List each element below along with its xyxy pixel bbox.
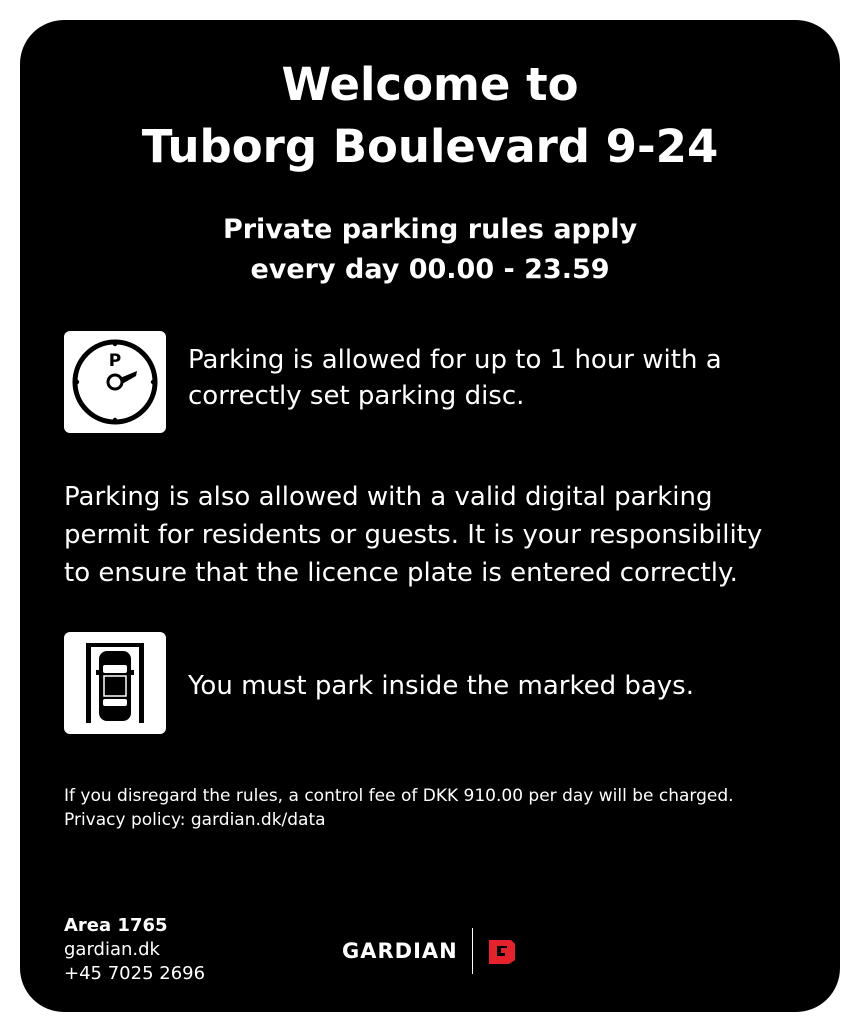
gardian-logo bbox=[342, 928, 519, 974]
subtitle-line-2: every day 00.00 - 23.59 bbox=[250, 254, 610, 285]
logo-divider bbox=[472, 928, 473, 974]
contact-info bbox=[64, 914, 205, 986]
title-line-1: Welcome to bbox=[281, 58, 579, 111]
permit-line-2: permit for residents or guests. It is your responsibility bbox=[64, 520, 763, 550]
fineprint bbox=[64, 784, 824, 832]
title-line-2: Tuborg Boulevard 9-24 bbox=[141, 120, 719, 173]
parking-disc-icon bbox=[64, 331, 166, 433]
marked-bay-car-icon bbox=[64, 632, 166, 734]
permit-line-3: to ensure that the licence plate is entered correctly. bbox=[64, 558, 738, 588]
permit-rule-text bbox=[64, 478, 824, 592]
brand-wordmark: GARDIAN bbox=[342, 939, 458, 963]
permit-line-1: Parking is also allowed with a valid digital parking bbox=[64, 482, 713, 512]
bays-rule-text: You must park inside the marked bays. bbox=[188, 671, 694, 701]
privacy-policy-text: Privacy policy: gardian.dk/data bbox=[64, 810, 326, 830]
parking-sign bbox=[20, 20, 840, 1012]
disc-rule-line-1: Parking is allowed for up to 1 hour with a bbox=[188, 345, 722, 375]
phone-text: +45 7025 2696 bbox=[64, 963, 206, 984]
area-number: Area 1765 bbox=[64, 915, 168, 936]
sign-title bbox=[20, 54, 840, 178]
website-text: gardian.dk bbox=[64, 939, 160, 960]
disc-letter: P bbox=[108, 351, 122, 371]
hours-subtitle bbox=[20, 210, 840, 290]
subtitle-line-1: Private parking rules apply bbox=[222, 214, 638, 245]
gardian-g-logo-icon bbox=[485, 934, 519, 968]
disc-rule-line-2: correctly set parking disc. bbox=[188, 381, 525, 411]
control-fee-text: If you disregard the rules, a control fee of DKK 910.00 per day will be charged. bbox=[64, 786, 734, 806]
disc-rule-text bbox=[188, 342, 808, 414]
